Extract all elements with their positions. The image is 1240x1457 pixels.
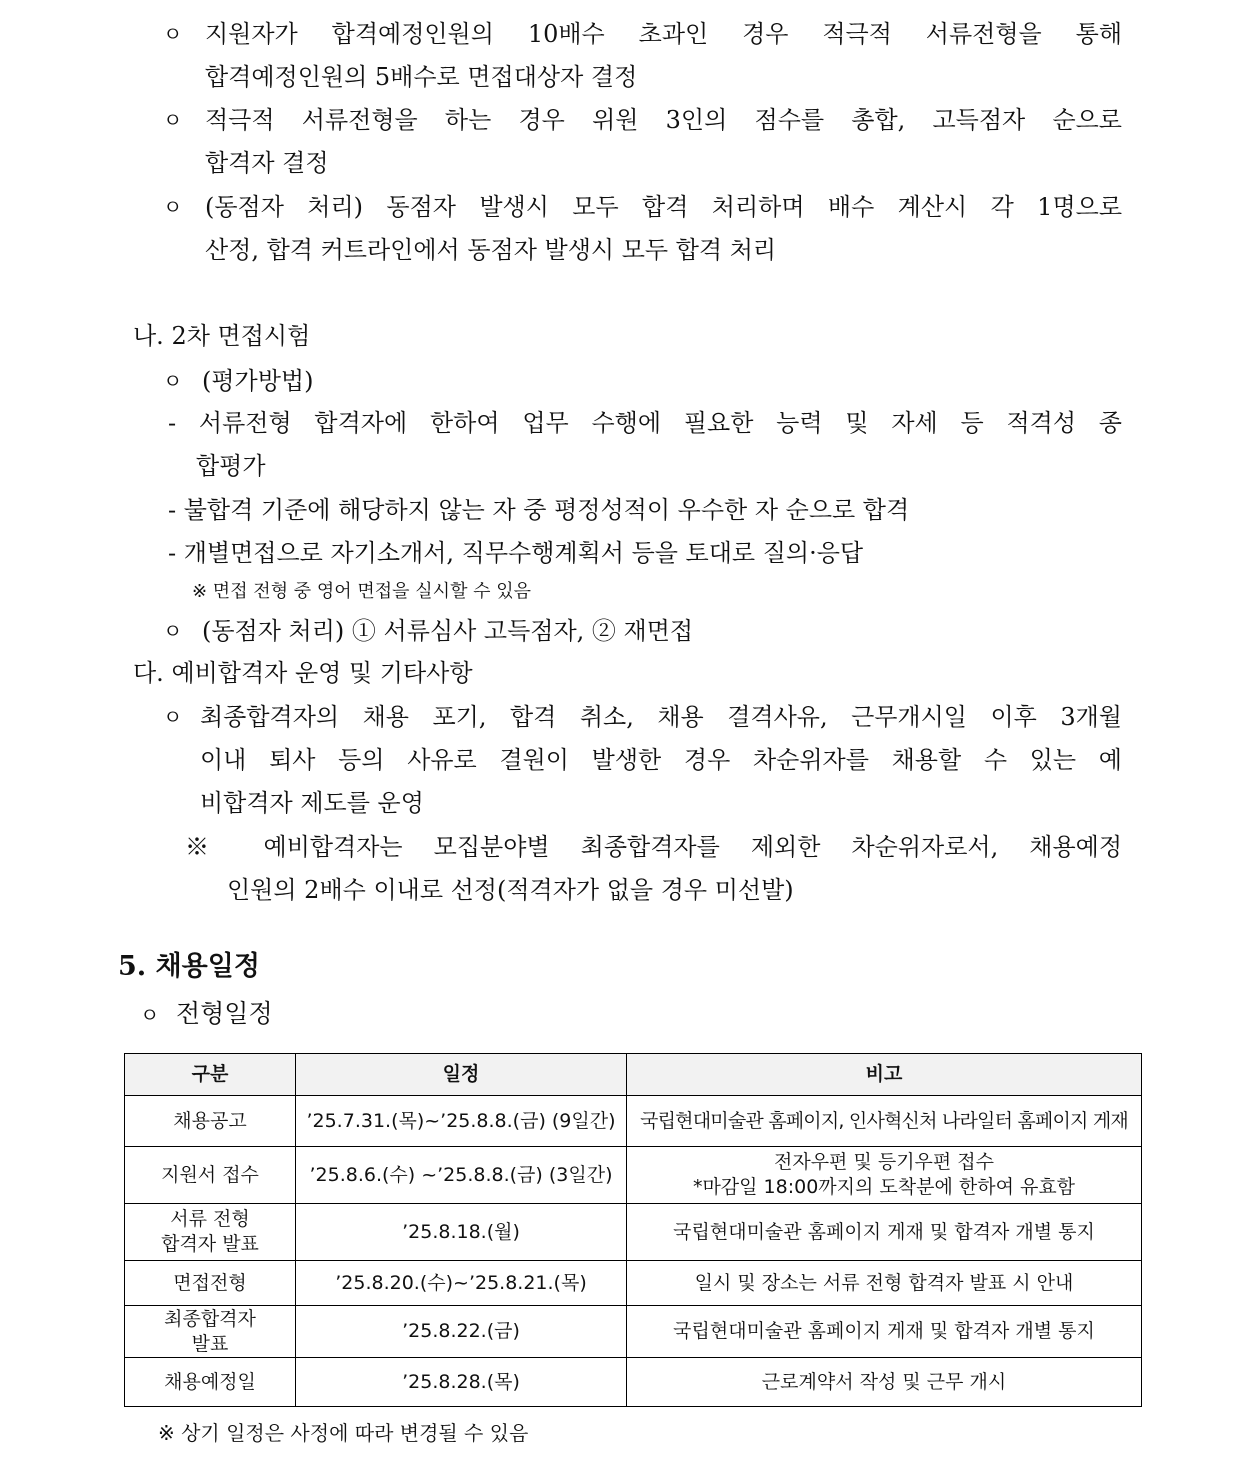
cell-remark: 일시 및 장소는 서류 전형 합격자 발표 시 안내 — [627, 1261, 1142, 1306]
cell-category — [125, 1204, 296, 1261]
item3-line2: 산정, 합격 커트라인에서 동점자 발생시 모두 합격 처리 — [205, 236, 777, 264]
cell-schedule: ’25.8.18.(월) — [296, 1204, 627, 1261]
section-c-heading: 다. 예비합격자 운영 및 기타사항 — [133, 659, 473, 687]
section-b-heading: 나. 2차 면접시험 — [133, 322, 311, 350]
cell-remark-line2: *마감일 18:00까지의 도착분에 한하여 유효함 — [692, 1176, 1076, 1198]
circle-bullet-icon: ㅇ — [163, 705, 183, 729]
cell-schedule: ’25.7.31.(목)~’25.8.8.(금) (9일간) — [296, 1096, 627, 1147]
cell-category: 채용예정일 — [125, 1358, 296, 1407]
schedule-table — [124, 1053, 1142, 1407]
cell-remark: 국립현대미술관 홈페이지, 인사혁신처 나라일터 홈페이지 게재 — [627, 1096, 1142, 1147]
cell-schedule: ’25.8.20.(수)~’25.8.21.(목) — [296, 1261, 627, 1306]
cell-schedule: ’25.8.22.(금) — [296, 1306, 627, 1358]
reserve-line2: 이내 퇴사 등의 사유로 결원이 발생한 경우 차순위자를 채용할 수 있는 예 — [200, 746, 1122, 774]
cell-remark: 국립현대미술관 홈페이지 게재 및 합격자 개별 통지 — [627, 1204, 1142, 1261]
dash3: - 개별면접으로 자기소개서, 직무수행계획서 등을 토대로 질의·응답 — [168, 539, 864, 567]
circle-bullet-icon: ㅇ — [163, 619, 183, 643]
table-row — [125, 1096, 1142, 1147]
cell-remark — [627, 1147, 1142, 1204]
item2-line1: 적극적 서류전형을 하는 경우 위원 3인의 점수를 총합, 고득점자 순으로 — [205, 106, 1122, 134]
circle-bullet-icon: ㅇ — [163, 195, 183, 219]
table-header-row — [125, 1054, 1142, 1096]
cell-schedule: ’25.8.28.(목) — [296, 1358, 627, 1407]
table-row — [125, 1358, 1142, 1407]
reserve-line1: 최종합격자의 채용 포기, 합격 취소, 채용 결격사유, 근무개시일 이후 3개월 — [200, 703, 1122, 731]
cell-category: 지원서 접수 — [125, 1147, 296, 1204]
cell-category: 채용공고 — [125, 1096, 296, 1147]
cell-category — [125, 1306, 296, 1358]
dash1-line2: 합평가 — [196, 452, 266, 480]
item2-line2: 합격자 결정 — [205, 149, 329, 177]
reserve-note-line2: 인원의 2배수 이내로 선정(적격자가 없을 경우 미선발) — [227, 876, 794, 904]
evaluation-method: (평가방법) — [202, 367, 314, 395]
table-row — [125, 1306, 1142, 1358]
cell-category-line2: 합격자 발표 — [161, 1233, 259, 1255]
tie-rule: (동점자 처리) ① 서류심사 고득점자, ② 재면접 — [202, 617, 694, 645]
table-row — [125, 1204, 1142, 1261]
section-5-heading: 5. 채용일정 — [118, 951, 260, 982]
circle-bullet-icon: ㅇ — [163, 369, 183, 393]
schedule-footnote: ※ 상기 일정은 사정에 따라 변경될 수 있음 — [158, 1421, 529, 1445]
item1-line1: 지원자가 합격예정인원의 10배수 초과인 경우 적극적 서류전형을 통해 — [205, 20, 1122, 48]
cell-remark-line1: 전자우편 및 등기우편 접수 — [773, 1151, 994, 1173]
reserve-note-line1: ※ 예비합격자는 모집분야별 최종합격자를 제외한 차순위자로서, 채용예정 — [185, 833, 1122, 861]
cell-category-line2: 발표 — [191, 1332, 229, 1355]
section-5-subheading: 전형일정 — [176, 999, 273, 1028]
header-schedule: 일정 — [296, 1054, 627, 1096]
table-row — [125, 1261, 1142, 1306]
interview-note: ※ 면접 전형 중 영어 면접을 실시할 수 있음 — [192, 581, 532, 602]
table-row — [125, 1147, 1142, 1204]
cell-remark: 국립현대미술관 홈페이지 게재 및 합격자 개별 통지 — [627, 1306, 1142, 1358]
reserve-line3: 비합격자 제도를 운영 — [200, 789, 424, 817]
cell-category: 면접전형 — [125, 1261, 296, 1306]
circle-bullet-icon: ㅇ — [163, 108, 183, 132]
cell-category-line1: 서류 전형 — [170, 1208, 250, 1230]
circle-bullet-icon: ㅇ — [140, 1003, 160, 1027]
cell-remark: 근로계약서 작성 및 근무 개시 — [627, 1358, 1142, 1407]
header-category: 구분 — [125, 1054, 296, 1096]
header-remark: 비고 — [627, 1054, 1142, 1096]
item3-line1: (동점자 처리) 동점자 발생시 모두 합격 처리하며 배수 계산시 각 1명으로 — [205, 193, 1122, 221]
circle-bullet-icon: ㅇ — [163, 22, 183, 46]
cell-schedule: ’25.8.6.(수) ~’25.8.8.(금) (3일간) — [296, 1147, 627, 1204]
item1-line2: 합격예정인원의 5배수로 면접대상자 결정 — [205, 63, 638, 91]
dash2: - 불합격 기준에 해당하지 않는 자 중 평정성적이 우수한 자 순으로 합격 — [168, 496, 910, 524]
cell-category-line1: 최종합격자 — [164, 1307, 256, 1330]
dash1-line1: - 서류전형 합격자에 한하여 업무 수행에 필요한 능력 및 자세 등 적격성 종 — [168, 409, 1122, 437]
